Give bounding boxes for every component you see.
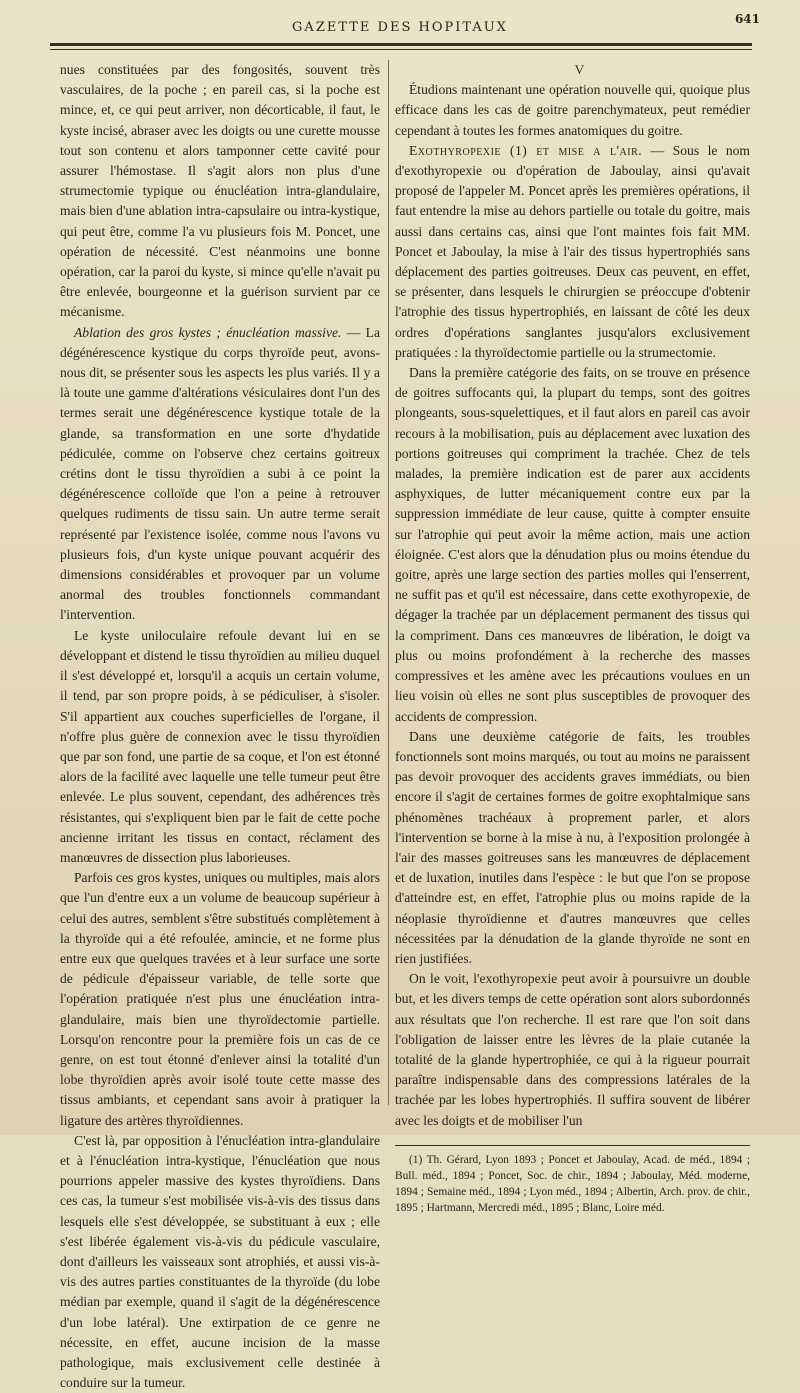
- page-header: [40, 12, 760, 42]
- section-number: V: [574, 62, 585, 77]
- paragraph: Parfois ces gros kystes, uniques ou multiples, mais alors que l'un d'entre eux a un volume de beaucoup supérieur à celui des autres, semblent s'être substitués complètement à la thyroïde qui a été refoulée, amincie, et ne forme plus entre eux que quelques travées et à leur surface une sorte de pédicule d'épaisseur variable, de telle sorte que l'opération pratiquée n'est plus une énucléation intra-glandulaire, mais bien une thyroïdectomie partielle. Lorsqu'on rencontre pour la première fois un cas de ce genre, on est tout étonné d'enlever ainsi la totalité d'un lobe thyroïdien après avoir isolé toute cette masse des tissus ambiants, et cependant sans avoir à pratiquer la ligature des artères thyroïdiennes.: [60, 870, 380, 1128]
- footnote: (1) Th. Gérard, Lyon 1893 ; Poncet et Jaboulay, Acad. de méd., 1894 ; Bull. méd., 1894 ; Poncet, Soc. de chir., 1894 ; Jaboulay, Méd. moderne, 1894 ; Semaine méd., 1894 ; Lyon méd., 1894 ; Albertin, Arch. prov. de chir., 1895 ; Hartmann, Mercredi méd., 1895 ; Blanc, Loire méd.: [395, 1153, 750, 1214]
- paragraph: [60, 323, 380, 626]
- paragraph: On le voit, l'exothyropexie peut avoir à poursuivre un double but, et les divers temps de cette opération sont alors subordonnés aux résultats que l'on recherche. Il est rare que l'on soit dans l'obligation de laisser entre les lèvres de la plaie cutanée la totalité de la glande hypertrophiée, ce qui à la rigueur pourrait paraître indispensable dans des compressions latérales de la trachée par les lobes hypertrophiés. Il suffira souvent de libérer avec les doigts et de mobiliser l'un: [395, 971, 750, 1128]
- subheading: Exothyropexie (1) et mise a l'air.: [409, 142, 643, 158]
- subheading: Ablation des gros kystes ; énucléation massive.: [74, 324, 342, 340]
- paragraph-text: — Sous le nom d'exothyropexie ou d'opération de Jaboulay, ainsi qu'avait proposé de l'appeler M. Poncet après les premières opérations, il faut entendre la mise au dehors partielle ou totale du goitre, mais aussi dans certains cas, ainsi que l'ont maintes fois fait MM. Poncet et Jaboulay, la mise à l'air des tissus hypertrophiés sans déplacement des parties goitreuses. Deux cas peuvent, en effet, se présenter, dans lesquels le chirurgien se préoccupe d'obtenir l'atrophie des tissus hypertrophiés, en laissant de côté les deux ordres d'opérations sanglantes jusqu'alors exclusivement pratiquées : la thyroïdectomie partielle ou la strumectomie.: [395, 142, 751, 360]
- right-column: [395, 60, 751, 1214]
- paragraph: Dans une deuxième catégorie de faits, les troubles fonctionnels sont moins marqués, ou tout au moins ne paraissent pas devoir provoquer des accidents graves immédiats, ou bien encore il s'agit de certaines formes de goitre exophtalmique sans phénomènes trachéaux à proprement parler, et alors l'intervention se borne à la mise à nu, à l'exposition prolongée à l'air des masses goitreuses sans les manœuvres de déplacement et de luxation, inutiles dans l'espèce : le but que l'on se propose d'atteindre est, en effet, l'atrophie plus ou moins rapide de la néoplasie thyroïdienne et d'autres manœuvres que celles nécessitées par la dénudation de la glande thyroïde ne sont en rien justifiées.: [395, 728, 750, 966]
- page-number: 641: [734, 12, 760, 26]
- header-rule-thick: [50, 43, 752, 46]
- footnote-rule: [395, 1145, 750, 1146]
- journal-title: GAZETTE DES HOPITAUX: [292, 20, 508, 35]
- paragraph: nues constituées par des fongosités, souvent très vasculaires, de la poche ; en pareil cas, si la poche est mince, et, ce qui peut arriver, non décorticable, il faut, le kyste incisé, abraser avec les doigts ou une curette mousse tout son contenu et alors tamponner cette cavité pour assurer l'hémostase. Il s'agit alors non plus d'une strumectomie typique ou énucléation intra-glandulaire, mais bien d'une ablation intra-capsulaire ou intra-kystique, qui peut être, comme l'a vu plusieurs fois M. Poncet, une opération de nécessité. C'est néanmoins une bonne opération, car la paroi du kyste, si mince qu'elle n'avait pu être enlevée, bourgeonne et la guérison survient par ce mécanisme.: [60, 62, 380, 320]
- paragraph: Dans la première catégorie des faits, on se trouve en présence de goitres suffocants qui, la plupart du temps, sont des goitres plongeants, sous-squelettiques, et il faut alors en pareil cas avoir recours à la mobilisation, puis au déplacement avec luxation des portions goitreuses qui compriment la trachée. Chez de tels malades, la première indication est de parer aux accidents asphyxiques, de lutter mécaniquement contre eux par la suppression immédiate de leur cause, quitte à compter ensuite sur l'atrophie qui peut avoir la même action, mais une action éloignée. C'est alors que la dénudation plus ou moins étendue du goitre, après une large section des parties molles qui l'enserrent, ne suffit pas et qu'il est nécessaire, dans cette exothyropexie, de dégager la trachée par un déplacement permanent des tissus qui la compriment. Dans ces manœuvres de libération, le doigt va plus ou moins profondément à la recherche des masses compressives et les amène avec les précautions voulues en un lieu voisin où elles ne sont plus susceptibles de provoquer des accidents de compression.: [395, 365, 750, 724]
- paragraph: Étudions maintenant une opération nouvelle qui, quoique plus efficace dans les cas de goitre parenchymateux, peut remédier cependant à toutes les formes anatomiques du goitre.: [395, 82, 750, 138]
- left-column: [60, 60, 380, 1391]
- paragraph-text: — La dégénérescence kystique du corps thyroïde peut, avons-nous dit, se présenter sous les aspects les plus variés. Il y a là toute une gamme d'altérations vésiculaires dont l'un des termes serait une dégénérescence kystique totale de la glande, sa transformation en une sorte d'hydatide pédiculée, comme on l'observe chez certains goitreux crétins dont le tissu thyroïdien a subi à ce point la dégénérescence colloïde que l'on a peine à retrouver quelques rudiments de tissu sain. Un autre terme serait représenté par l'existence isolée, comme nous l'avons vu plusieurs fois, d'un kyste unique pouvant acquérir des dimensions considérables et provoquer par un volume anormal des troubles fonctionnels commandant l'intervention.: [60, 324, 380, 623]
- paragraph: C'est là, par opposition à l'énucléation intra-glandulaire et à l'énucléation intra-kystique, l'énucléation que nous pourrions appeler massive des kystes thyroïdiens. Dans ces cas, la tumeur s'est mobilisée vis-à-vis des tissus dans lesquels elle s'est développée, se substituant à eux ; elle s'est libérée également vis-à-vis du pédicule vasculaire, dont d'ailleurs les vaisseaux sont atrophiés, et aussi vis-à-vis des autres parties constituantes de la thyroïde (du lobe médian par exemple, quand il s'agit de la dégénérescence d'un lobe latéral). Une extirpation de ce genre ne nécessite, en effet, aucune incision de la masse pathologique, mais exclusivement celle destinée à conduire sur la tumeur.: [60, 1132, 380, 1391]
- header-rule-thin: [50, 49, 752, 50]
- paragraph: Le kyste uniloculaire refoule devant lui en se développant et distend le tissu thyroïdien au milieu duquel il s'est développé et, lorsqu'il a acquis un certain volume, il tend, par son propre poids, à se pédiculiser, à s'isoler. S'il appartient aux couches superficielles de l'organe, il n'offre plus guère de connexion avec le tissu thyroïdien que par son fond, une partie de sa coque, et l'on est étonné alors de la facilité avec laquelle une telle tumeur peut être enlevée. Le plus souvent, cependant, des adhérences très résistantes, qui s'expliquent bien par le fait de cette poche ancienne irritant les tissus en contact, réclament des manœuvres de dissection plus laborieuses.: [60, 627, 380, 865]
- column-divider: [388, 60, 389, 1105]
- paragraph: [395, 141, 750, 363]
